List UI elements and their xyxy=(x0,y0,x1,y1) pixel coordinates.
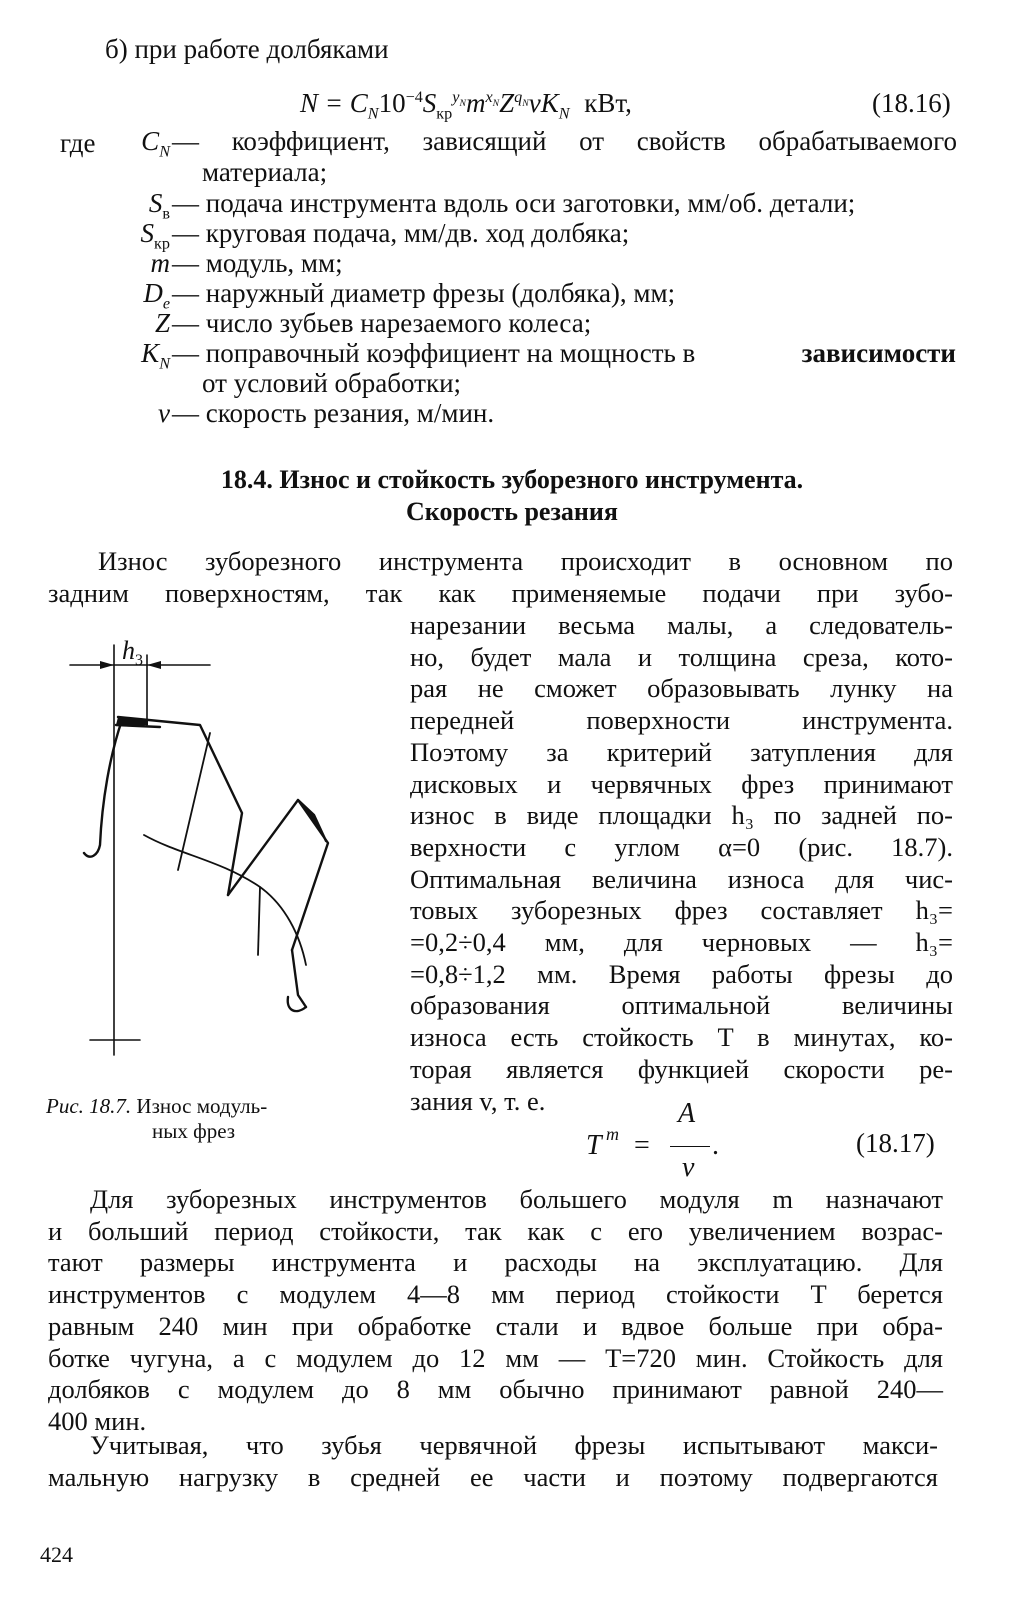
formula-rest: m xyxy=(465,88,486,118)
page-number: 424 xyxy=(40,1542,73,1567)
text-line: Для зуборезных инструментов большего модуля m назначают xyxy=(90,1184,943,1214)
formula-main: 10 xyxy=(378,88,406,118)
def-text: — скорость резания, м/мин. xyxy=(172,398,495,428)
text-line: инструментов с модулем 4—8 мм период стойкости T берется xyxy=(48,1279,943,1310)
text-line: образования оптимальной величины xyxy=(410,990,953,1021)
text-line: рая не сможет образовывать лунку на xyxy=(410,673,953,704)
paragraph-3 xyxy=(48,1430,938,1493)
def-bold-word: зависимости xyxy=(801,338,956,368)
text-line: Поэтому за критерий затупления для xyxy=(410,736,953,767)
text-line: =0,8÷1,2 мм. Время работы фрезы до xyxy=(410,958,953,989)
def-text: — круговая подача, мм/дв. ход долбяка; xyxy=(172,218,630,248)
def-text: — коэффициент, зависящий от свойств обрабатываемого xyxy=(172,126,957,156)
caption-prefix: Рис. 18.7. xyxy=(46,1094,132,1118)
section-title-line2: Скорость резания xyxy=(406,497,618,526)
text-line: товых зуборезных фрез составляет h₃= xyxy=(410,895,953,926)
figure-cutter-wear xyxy=(60,615,420,1085)
text-line: нарезании весьма малы, а следователь- xyxy=(410,610,953,640)
def-symbol: $K_N$ xyxy=(141,338,170,373)
def-symbol: $D_e$ xyxy=(143,278,170,313)
def-symbol: m xyxy=(150,248,170,278)
paragraph-1-right xyxy=(410,610,953,1117)
figure-caption-line2: ных фрез xyxy=(152,1119,236,1143)
figure-caption xyxy=(46,1094,267,1119)
text-line: равным 240 мин при обработке стали и вдвое больше при обра- xyxy=(48,1310,943,1341)
formula-unit: кВт, xyxy=(584,88,632,118)
def-symbol: Z xyxy=(154,308,170,338)
def-text: — число зубьев нарезаемого колеса; xyxy=(172,308,592,338)
paragraph-2 xyxy=(48,1184,943,1438)
def-symbol: $C_N$ xyxy=(141,126,170,161)
text-line: верхности с углом α=0 (рис. 18.7). xyxy=(410,831,953,862)
def-text: — поправочный коэффициент на мощность в зависимости xyxy=(172,338,956,368)
text-line: 400 мин. xyxy=(48,1405,147,1436)
text-line: торая является функцией скорости ре- xyxy=(410,1053,953,1084)
text-line: =0,2÷0,4 мм, для черновых — h₃= xyxy=(410,927,953,958)
section-title-line1: 18.4. Износ и стойкость зуборезного инструмента. xyxy=(220,465,804,494)
text-line: зания v, т. е. xyxy=(410,1085,546,1116)
def-text-cont: материала; xyxy=(202,157,328,187)
def-text-cont: от условий обработки; xyxy=(202,368,462,398)
text-line: износа есть стойкость T в минутах, ко- xyxy=(410,1022,953,1053)
fraction-bar xyxy=(670,1146,710,1147)
formula-number-16: (18.16) xyxy=(872,88,951,118)
formula-exp: −4 xyxy=(405,88,423,106)
text-line: тают размеры инструмента и расходы на эксплуатацию. Для xyxy=(48,1247,943,1278)
text-line: Износ зуборезного инструмента происходит в основном по xyxy=(98,546,953,576)
text-line: Учитывая, что зубья червячной фрезы испытывают макси- xyxy=(90,1430,938,1460)
text-line: износ в виде площадки h₃ по задней по- xyxy=(410,800,953,831)
formula-number-17: (18.17) xyxy=(856,1128,935,1158)
def-text: — наружный диаметр фрезы (долбяка), мм; xyxy=(172,278,676,308)
where-label: где xyxy=(60,128,96,158)
text-line: и больший период стойкости, так как с его увеличением возрас- xyxy=(48,1215,943,1246)
paragraph-1-full xyxy=(48,546,953,609)
def-text: — подача инструмента вдоль оси заготовки, мм/об. детали; xyxy=(172,188,856,218)
def-symbol: $S_{кр}$ xyxy=(140,218,170,253)
def-symbol: v xyxy=(158,398,170,428)
text-line: долбяков с модулем до 8 мм обычно принимают равной 240— xyxy=(48,1374,943,1405)
text-line: мальную нагрузку в средней ее части и поэтому подвергаются xyxy=(48,1461,938,1492)
def-symbol: $S_в$ xyxy=(148,188,170,223)
formula-lhs: N = C xyxy=(300,88,368,118)
text-line: Оптимальная величина износа для чис- xyxy=(410,863,953,894)
text-line: дисковых и червячных фрез принимают xyxy=(410,768,953,799)
intro-line: б) при работе долбяками xyxy=(105,34,389,64)
formula-18-16: $N = C_N10^{-4}S_{кр}^{y_N}m^{x_N}Z^{q_N}vK_N$ кВт, xyxy=(300,88,632,123)
text-line: задним поверхностям, так как применяемые подачи при зубо- xyxy=(48,577,953,608)
caption-line1: Износ модуль- xyxy=(136,1094,268,1118)
text-line: ботке чугуна, а с модулем до 12 мм — T=720 мин. Стойкость для xyxy=(48,1342,943,1373)
text-line: но, будет мала и толщина среза, кото- xyxy=(410,641,953,672)
figure-label-h: $h_3$ xyxy=(122,636,143,669)
def-text: — модуль, мм; xyxy=(172,248,343,278)
text-line: передней поверхности инструмента. xyxy=(410,705,953,736)
